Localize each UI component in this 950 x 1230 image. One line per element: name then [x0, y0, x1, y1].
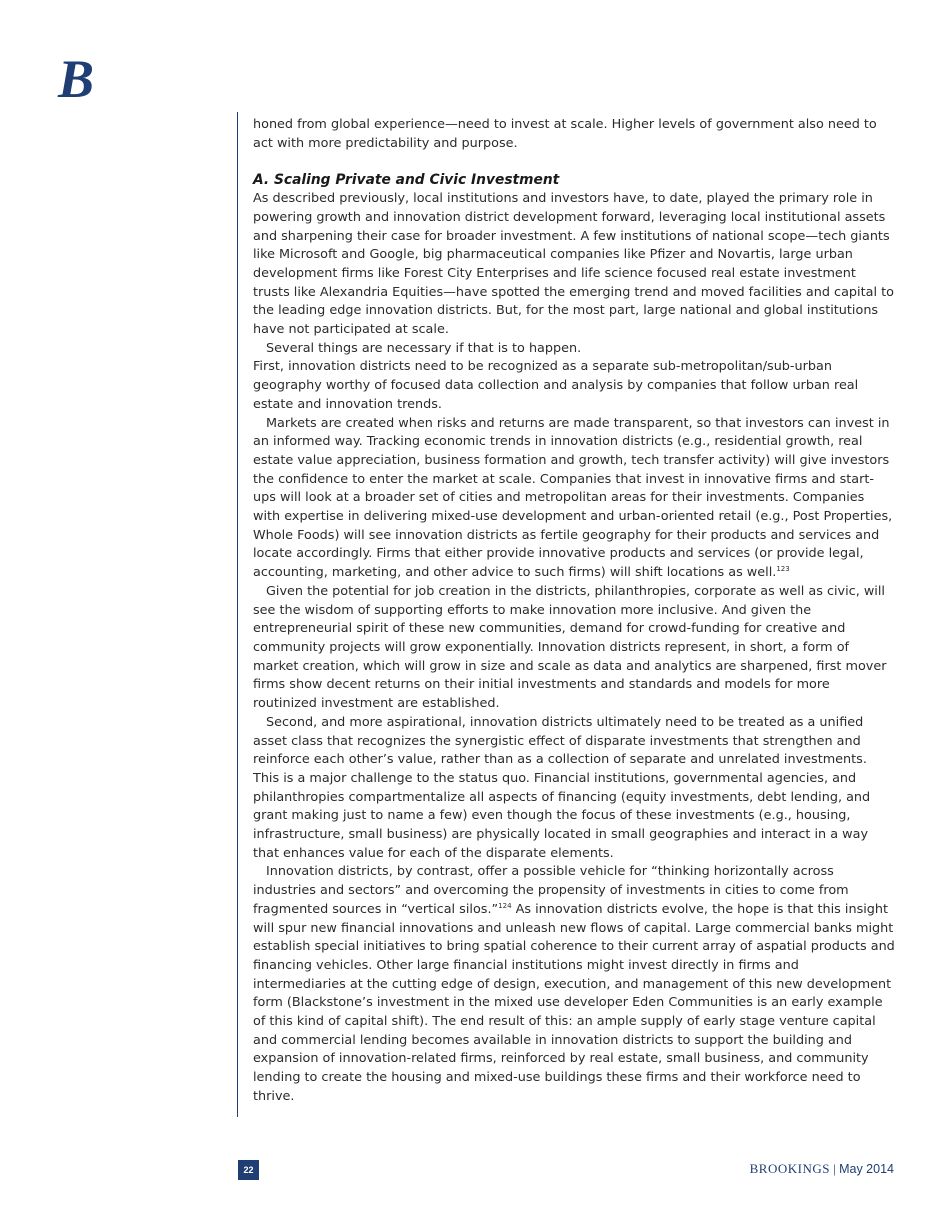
paragraph-continued: honed from global experience—need to invest at scale. Higher levels of government also need to act with more predictability and purpose. — [253, 117, 877, 151]
section-heading: A. Scaling Private and Civic Investment — [253, 172, 560, 189]
footer-imprint — [750, 1161, 894, 1177]
page-number: 22 — [238, 1160, 259, 1180]
paragraph: As described previously, local institutions and investors have, to date, played the primary role in powering growth and innovation district development forward, leveraging local institutional assets and sharpening their case for broader investment. A few institutions of national scope—tech giants like Microsoft and Google, big pharmaceutical companies like Pfizer and Novartis, large urban development firms like Forest City Enterprises and life science focused real estate investment trusts like Alexandria Equities—have spotted the emerging trend and moved facilities and capital to the leading edge innovation districts. But, for the most part, large national and global institutions have not participated at scale. — [253, 191, 894, 338]
paragraph: First, innovation districts need to be recognized as a separate sub-metropolitan/sub-urban geography worthy of focused data collection and analysis by companies that follow urban real estate and innovation trends. — [253, 359, 859, 412]
paragraph — [253, 415, 895, 583]
footer-date: May 2014 — [839, 1162, 894, 1176]
margin-rule — [237, 112, 238, 1117]
brookings-logo: B — [58, 49, 95, 109]
paragraph-text: As innovation districts evolve, the hope is that this insight will spur new financial innovations and unleash new flows of capital. Large commercial banks might establish special initiatives to bring spatial coherence to their current array of aspatial products and financing vehicles. Other large financial institutions might invest directly in firms and intermediaries at the cutting edge of design, execution, and management of this new development form (Blackstone’s investment in the mixed use developer Eden Communities is an early example of this kind of capital shift). The end result of this: an ample supply of early stage venture capital and commercial lending becomes available in innovation districts to support the building and expansion of innovation-related firms, reinforced by real estate, small business, and community lending to create the housing and mixed-use buildings these firms and their workforce need to thrive. — [253, 901, 895, 1104]
footnote-ref: 124 — [498, 901, 512, 910]
body-text — [253, 116, 895, 1107]
paragraph-text: Markets are created when risks and returns are made transparent, so that investors can invest in an informed way. Tracking economic trends in innovation districts (e.g., residential growth, real estate value appreciation, business formation and growth, tech transfer activity) will give investors the confidence to enter the market at scale. Companies that invest in innovative firms and start-ups will look at a broader set of cities and metropolitan areas for their investments. Companies with expertise in delivering mixed-use development and urban-oriented retail (e.g., Post Properties, Whole Foods) will see innovation districts as fertile geography for their products and services and locate accordingly. Firms that either provide innovative products and services (or provide legal, accounting, marketing, and other advice to such firms) will shift locations as well. — [253, 415, 893, 581]
footer-separator: | — [829, 1161, 840, 1176]
paragraph: Second, and more aspirational, innovation districts ultimately need to be treated as a unified asset class that recognizes the synergistic effect of disparate investments that strengthen and reinforce each other’s value, rather than as a collection of separate and unrelated investments. This is a major challenge to the status quo. Financial institutions, governmental agencies, and philanthropies compartmentalize all aspects of financing (equity investments, debt lending, and grant making just to name a few) even though the focus of these investments (e.g., housing, infrastructure, small business) are physically located in small geographies and interact in a way that enhances value for each of the disparate elements. — [253, 714, 871, 861]
footnote-ref: 123 — [776, 565, 790, 574]
paragraph-text: Innovation districts, by contrast, offer a possible vehicle for “thinking horizontally across industries and sectors” and overcoming the propensity of investments in cities to come from fragmented sources in “vertical silos.” — [253, 864, 849, 917]
paragraph: Several things are necessary if that is to happen. — [266, 340, 582, 356]
paragraph: Given the potential for job creation in the districts, philanthropies, corporate as well as civic, will see the wisdom of supporting efforts to make innovation more inclusive. And given the entrepreneurial spirit of these new communities, demand for crowd-funding for creative and community projects will grow exponentially. Innovation districts represent, in short, a form of market creation, which will grow in size and scale as data and analytics are sharpened, first mover firms show decent returns on their initial investments and standards and models for more routinized investment are established. — [253, 583, 887, 712]
footer-brand: BROOKINGS — [749, 1161, 830, 1176]
paragraph — [253, 863, 895, 1106]
